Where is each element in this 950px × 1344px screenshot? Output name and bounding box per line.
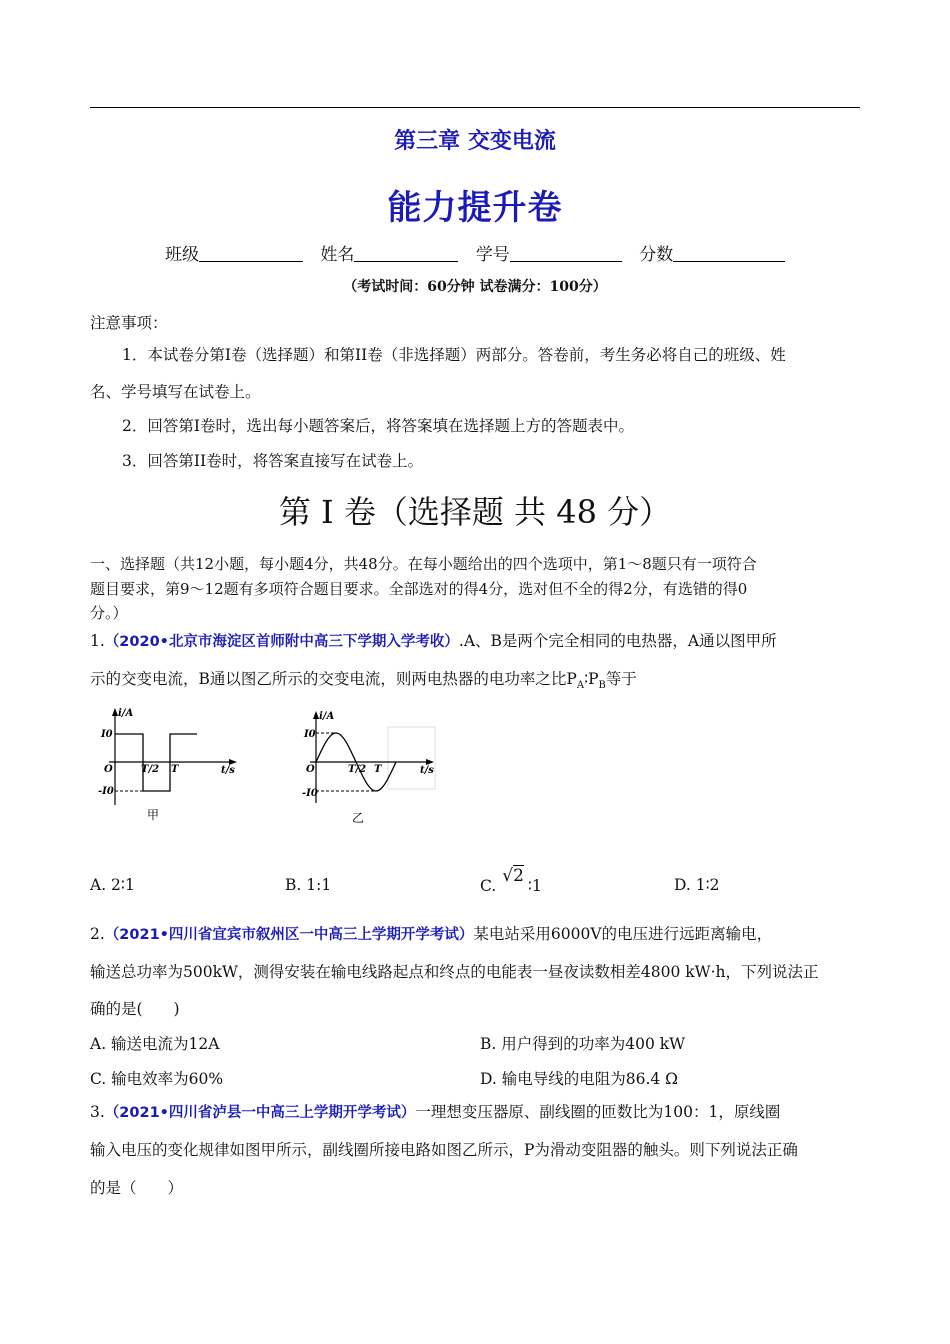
q1-number: 1. [90,632,105,650]
q1-option-c[interactable] [480,866,542,896]
q1-option-c-suffix: ∶1 [527,877,542,895]
yi-x-label: t/s [420,765,434,776]
q3-source: （2021•四川省泸县一中高三上学期开学考试） [104,1105,416,1121]
figure-yi [296,703,446,833]
q1-line-1 [90,629,860,654]
student-info-line [165,240,785,265]
q2-option-d[interactable]: D. 输电导线的电阻为86.4 Ω [480,1070,679,1088]
name-field[interactable] [354,245,458,262]
section-intro-2: 题目要求，第9～12题有多项符合题目要求。全部选对的得4分，选对但不全的得2分，有选错的得0 [90,580,748,598]
volume-title: 第 I 卷（选择题 共 48 分） [278,493,672,531]
yi-y-label: i/A [319,711,335,722]
q1-text-2a: 示的交变电流，B通以图乙所示的交变电流，则两电热器的电功率之比P [90,670,577,688]
figure-jia [95,700,245,830]
jia-origin: O [104,764,113,775]
note-item-2: 2．回答第I卷时，选出每小题答案后，将答案填在选择题上方的答题表中。 [122,417,634,435]
q2-source: （2021•四川省宜宾市叙州区一中高三上学期开学考试） [104,927,474,943]
q1-option-c-prefix: C. [480,877,497,895]
jia-t: T [171,764,179,775]
q1-text-1: .A、B是两个完全相同的电热器，A通以图甲所 [458,632,777,650]
id-label: 学号 [475,245,510,265]
exam-time: （考试时间：60分钟 试卷满分：100分） [343,279,607,295]
q1-option-c-radicand: 2 [513,866,524,886]
class-field[interactable] [199,245,303,262]
yi-i0: I0 [304,729,316,740]
class-label: 班级 [165,245,199,265]
yi-caption: 乙 [352,811,365,825]
q1-option-d[interactable]: D. 1∶2 [674,876,720,894]
note-item-3: 3．回答第II卷时，将答案直接写在试卷上。 [122,452,424,470]
q1-ratio-sep: ∶P [584,670,599,688]
q3-text-3: 的是（ ） [90,1179,184,1197]
q2-option-a[interactable]: A. 输送电流为12A [90,1035,220,1053]
notes-heading: 注意事项： [90,314,168,332]
section-intro-3: 分。） [90,604,128,622]
q1-option-b[interactable]: B. 1:1 [285,876,332,894]
name-label: 姓名 [320,245,355,265]
jia-x-label: t/s [221,765,235,776]
q2-option-c[interactable]: C. 输电效率为60% [90,1070,224,1088]
q2-option-b[interactable]: B. 用户得到的功率为400 kW [480,1035,686,1053]
q2-text-1: 某电站采用6000V的电压进行远距离输电， [473,925,773,943]
jia-y-label: i/A [118,708,134,719]
yi-half-t: T/2 [348,764,367,775]
jia-i0: I0 [101,729,113,740]
note-item-1: 1．本试卷分第I卷（选择题）和第II卷（非选择题）两部分。答卷前，考生务必将自己的班级、姓 [122,346,786,364]
student-id-field[interactable] [510,245,622,262]
q3-line-1 [90,1100,860,1125]
q1-option-a[interactable]: A. 2∶1 [90,876,135,894]
q3-text-2: 输入电压的变化规律如图甲所示，副线圈所接电路如图乙所示，P为滑动变阻器的触头。则下列说法正确 [90,1141,798,1159]
q1-text-2b: 等于 [605,670,637,688]
q2-text-3: 确的是( ) [90,1000,180,1018]
yi-origin: O [306,764,315,775]
yi-t: T [374,764,382,775]
section-intro-1: 一、选择题（共12小题，每小题4分，共48分。在每小题给出的四个选项中，第1～8题只有一项符合 [90,555,757,573]
chapter-title: 第三章 交变电流 [394,129,556,154]
score-label: 分数 [639,245,674,265]
yi-frame [388,727,435,789]
q3-number: 3. [90,1103,105,1121]
jia-half-t: T/2 [141,764,160,775]
q3-text-1: 一理想变压器原、副线圈的匝数比为100：1，原线圈 [415,1103,781,1121]
q1-sub-b: B [598,680,606,692]
yi-neg-i0: -I0 [302,788,318,799]
q2-number: 2. [90,925,105,943]
q1-sub-a: A [576,680,585,692]
jia-neg-i0: -I0 [98,786,114,797]
q1-line-2 [90,667,860,698]
note-item-1-cont: 名、学号填写在试卷上。 [90,383,261,401]
jia-caption: 甲 [147,808,160,822]
score-field[interactable] [673,245,785,262]
paper-title: 能力提升卷 [387,188,563,228]
q2-text-2: 输送总功率为500kW，测得安装在输电线路起点和终点的电能表一昼夜读数相差4800 kW·h，下列说法正 [90,963,819,981]
header-rule [90,107,860,108]
q2-line-1 [90,922,860,947]
sqrt-icon: √2 [502,866,524,886]
q1-source: （2020•北京市海淀区首师附中高三下学期入学考收） [104,634,459,650]
